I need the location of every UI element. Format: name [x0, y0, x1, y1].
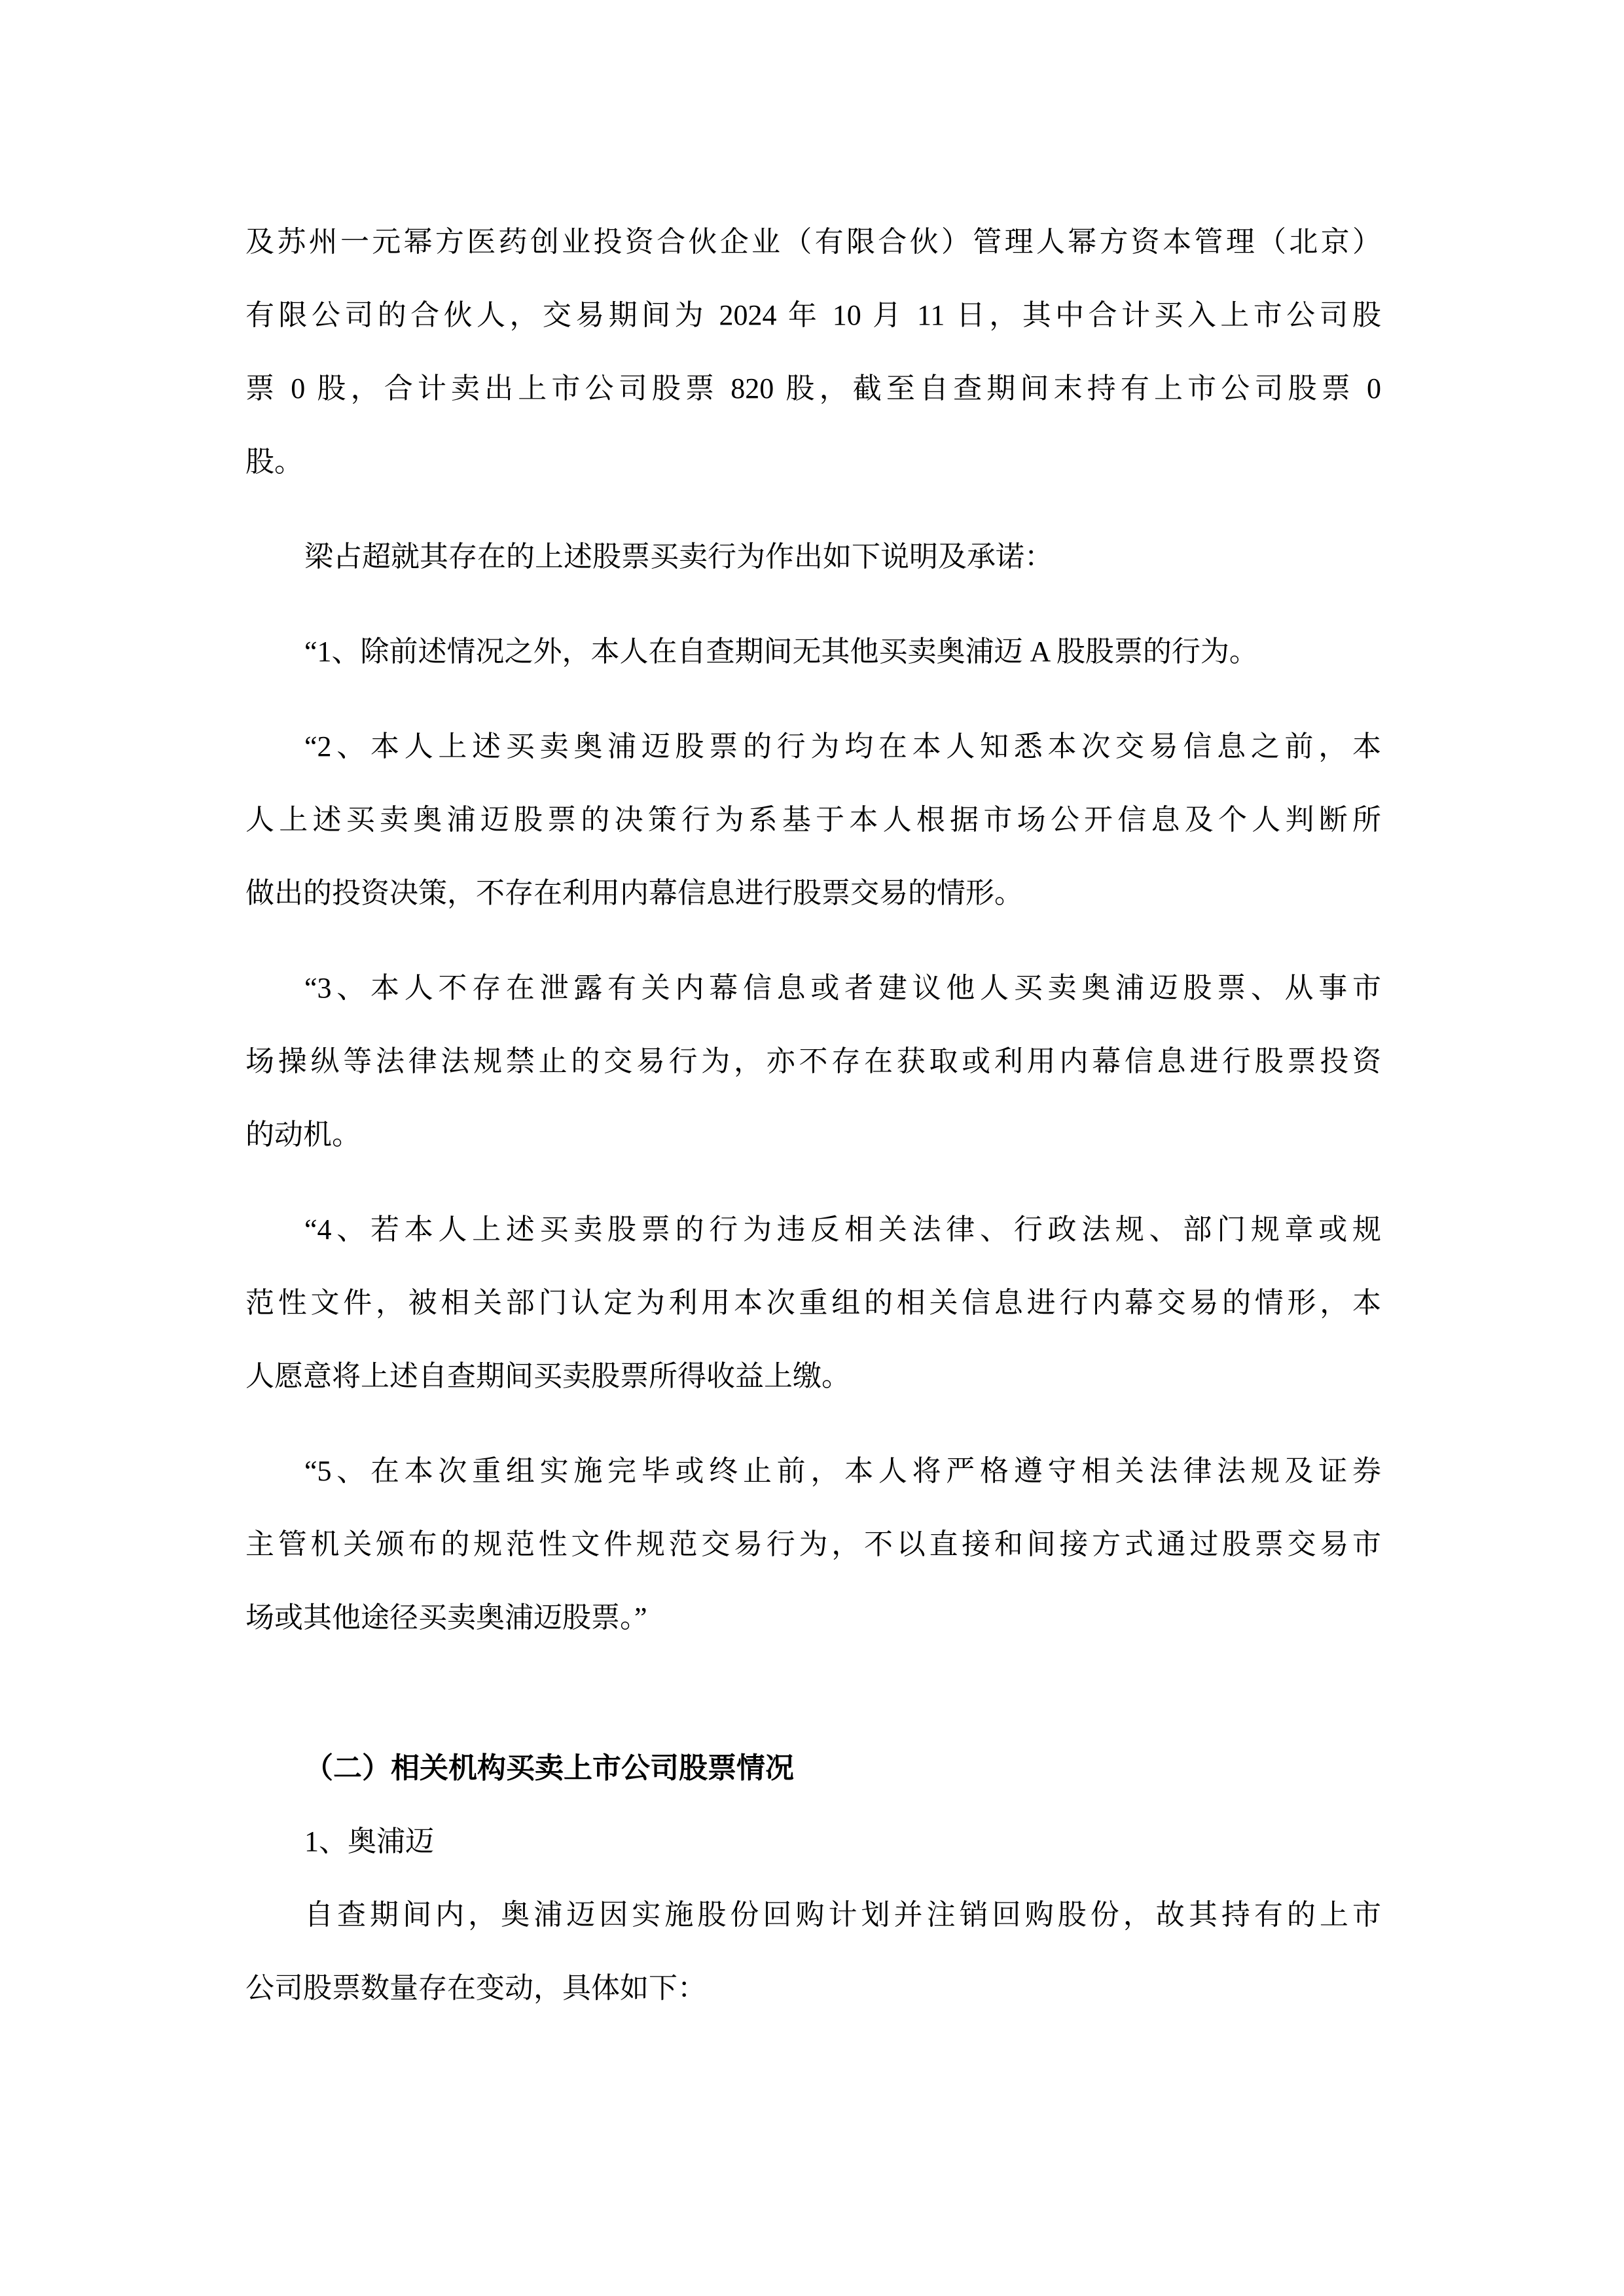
- text-line: 梁占超就其存在的上述股票买卖行为作出如下说明及承诺：: [304, 541, 1053, 573]
- paragraph-statement-intro: [245, 520, 1381, 594]
- text-line: 及苏州一元幂方医药创业投资合伙企业（有限合伙）管理人幂方资本管理（北京）: [245, 226, 1381, 258]
- text-line: 人愿意将上述自查期间买卖股票所得收益上缴。: [245, 1360, 850, 1392]
- text-line: 主管机关颁布的规范性文件规范交易行为，不以直接和间接方式通过股票交易市: [245, 1528, 1381, 1560]
- paragraph-commitment-2: [245, 710, 1381, 930]
- document-content: [245, 206, 1381, 2025]
- section-heading-related-institutions: [245, 1732, 1381, 1805]
- text-line: 票 0 股，合计卖出上市公司股票 820 股，截至自查期间末持有上市公司股票 0: [245, 372, 1381, 404]
- text-line: 1、奥浦迈: [304, 1825, 434, 1857]
- text-line: “1、除前述情况之外，本人在自查期间无其他买卖奥浦迈 A 股股票的行为。: [304, 636, 1258, 668]
- text-line: 场操纵等法律法规禁止的交易行为，亦不存在获取或利用内幕信息进行股票投资: [245, 1045, 1381, 1077]
- text-line: 场或其他途径买卖奥浦迈股票。”: [245, 1602, 647, 1634]
- paragraph-subitem-aopumai: [245, 1805, 1381, 1878]
- paragraph-continuation: [245, 206, 1381, 499]
- text-line: “5、在本次重组实施完毕或终止前，本人将严格遵守相关法律法规及证券: [304, 1455, 1381, 1487]
- text-line: 范性文件，被相关部门认定为利用本次重组的相关信息进行内幕交易的情形，本: [245, 1287, 1381, 1319]
- paragraph-buyback-note: [245, 1878, 1381, 2025]
- text-line: 做出的投资决策，不存在利用内幕信息进行股票交易的情形。: [245, 877, 1023, 909]
- text-line: 的动机。: [245, 1119, 361, 1151]
- text-line: 人上述买卖奥浦迈股票的决策行为系基于本人根据市场公开信息及个人判断所: [245, 804, 1381, 836]
- paragraph-commitment-1: [245, 615, 1381, 689]
- text-line: “3、本人不存在泄露有关内幕信息或者建议他人买卖奥浦迈股票、从事市: [304, 972, 1381, 1004]
- paragraph-commitment-3: [245, 952, 1381, 1172]
- text-line: 公司股票数量存在变动，具体如下：: [245, 1972, 706, 2004]
- heading-text: （二）相关机构买卖上市公司股票情况: [304, 1752, 794, 1784]
- paragraph-commitment-4: [245, 1193, 1381, 1413]
- text-line: 有限公司的合伙人，交易期间为 2024 年 10 月 11 日，其中合计买入上市公司股: [245, 299, 1381, 331]
- paragraph-commitment-5: [245, 1435, 1381, 1655]
- text-line: “4、若本人上述买卖股票的行为违反相关法律、行政法规、部门规章或规: [304, 1213, 1381, 1246]
- text-line: 自查期间内，奥浦迈因实施股份回购计划并注销回购股份，故其持有的上市: [304, 1899, 1381, 1931]
- text-line: “2、本人上述买卖奥浦迈股票的行为均在本人知悉本次交易信息之前，本: [304, 730, 1381, 762]
- text-line: 股。: [245, 446, 303, 478]
